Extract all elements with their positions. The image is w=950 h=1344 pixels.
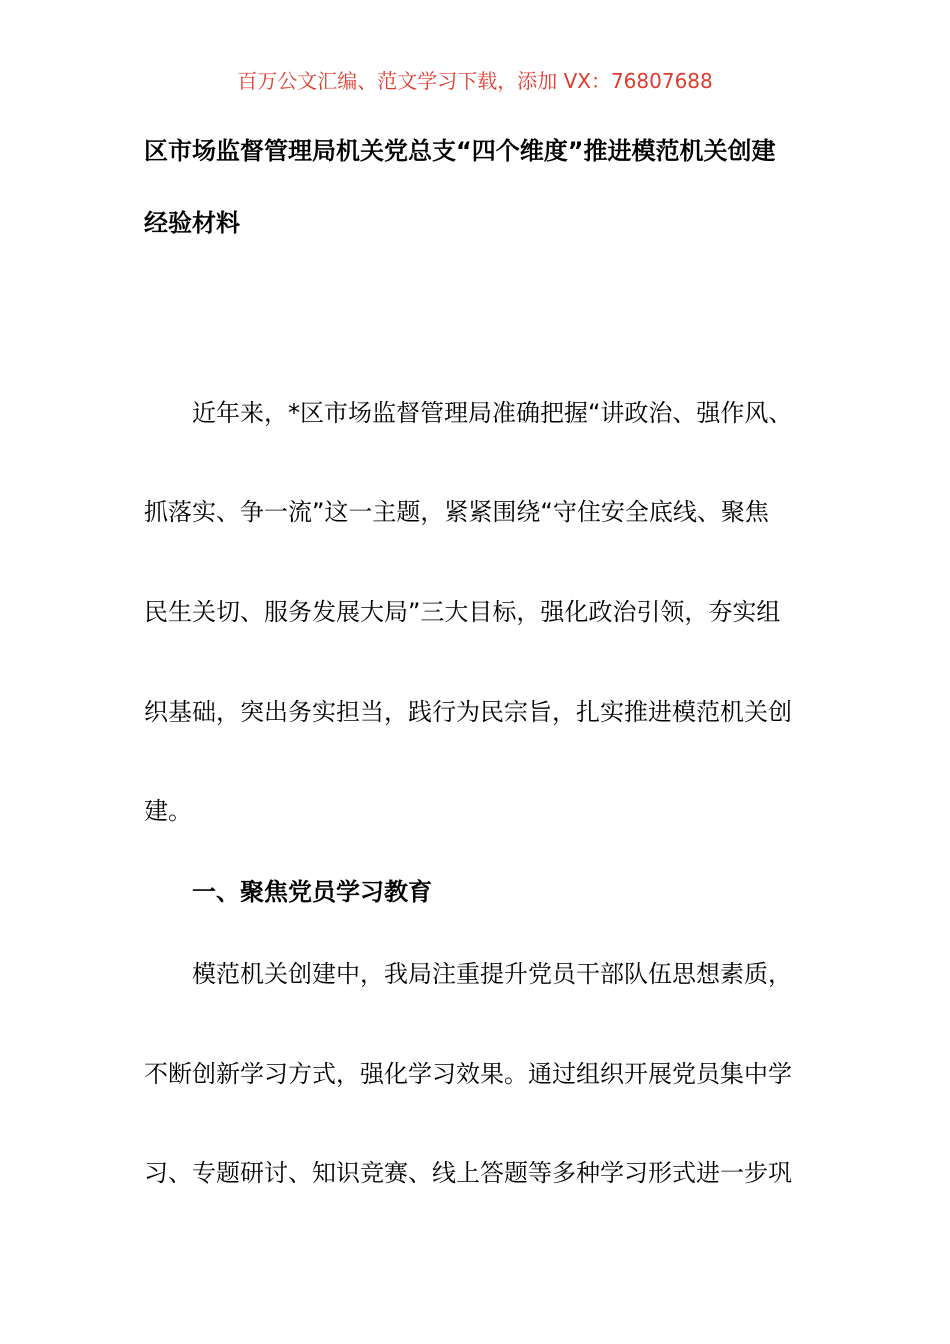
intro-line-1: 近年来，*区市场监督管理局准确把握“讲政治、强作风、 bbox=[192, 399, 793, 427]
section1-line-1: 模范机关创建中，我局注重提升党员干部队伍思想素质， bbox=[192, 960, 792, 988]
title-line-2: 经验材料 bbox=[144, 209, 240, 237]
header-watermark-note: 百万公文汇编、范文学习下载，添加 VX：76807688 bbox=[237, 69, 713, 93]
intro-line-5: 建。 bbox=[144, 797, 192, 825]
section1-line-2: 不断创新学习方式，强化学习效果。通过组织开展党员集中学 bbox=[144, 1060, 792, 1088]
intro-line-4: 织基础，突出务实担当，践行为民宗旨，扎实推进模范机关创 bbox=[144, 698, 792, 726]
title-line-1: 区市场监督管理局机关党总支“四个维度”推进模范机关创建 bbox=[144, 137, 776, 165]
section1-line-3: 习、专题研讨、知识竞赛、线上答题等多种学习形式进一步巩 bbox=[144, 1159, 792, 1187]
intro-line-2: 抓落实、争一流”这一主题，紧紧围绕“守住安全底线、聚焦 bbox=[144, 498, 769, 526]
intro-line-3: 民生关切、服务发展大局”三大目标，强化政治引领，夯实组 bbox=[144, 598, 781, 626]
section-heading-1: 一、聚焦党员学习教育 bbox=[192, 878, 432, 906]
